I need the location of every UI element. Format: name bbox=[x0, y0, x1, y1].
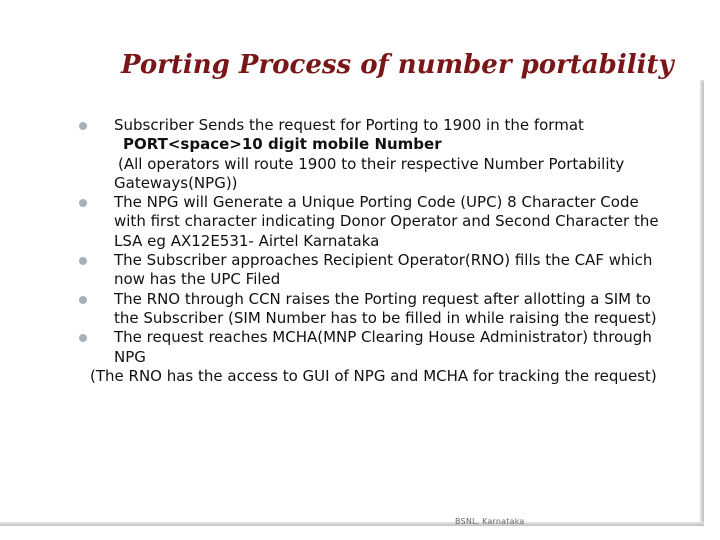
closing-note: (The RNO has the access to GUI of NPG and MCHA for tracking the request) bbox=[90, 366, 657, 385]
bullet-note: Gateways(NPG)) bbox=[114, 173, 238, 192]
bullet-item: The request reaches MCHA(MNP Clearing House Administrator) through bbox=[96, 328, 711, 347]
slide-frame-bottom-border bbox=[0, 522, 704, 526]
bullet-item: The NPG will Generate a Unique Porting Code (UPC) 8 Character Code bbox=[96, 193, 711, 212]
bullet-continuation: with first character indicating Donor Operator and Second Character the bbox=[114, 212, 659, 231]
bullet-note: (All operators will route 1900 to their respective Number Portability bbox=[118, 154, 625, 173]
slide-title: Porting Process of number portability bbox=[121, 50, 674, 80]
bullet-item: The Subscriber approaches Recipient Operator(RNO) fills the CAF which bbox=[96, 251, 711, 270]
slide-body bbox=[90, 116, 711, 386]
bullet-continuation: NPG bbox=[114, 347, 146, 366]
bullet-continuation: now has the UPC Filed bbox=[114, 270, 281, 289]
slide-footer: BSNL, Karnataka bbox=[455, 517, 525, 526]
bullet-continuation: LSA eg AX12E531- Airtel Karnataka bbox=[114, 231, 380, 250]
bullet-item: The RNO through CCN raises the Porting request after allotting a SIM to bbox=[96, 290, 711, 309]
bullet-continuation: the Subscriber (SIM Number has to be filled in while raising the request) bbox=[114, 308, 657, 327]
bullet-item: Subscriber Sends the request for Porting to 1900 in the format bbox=[96, 116, 711, 135]
porting-format-text: PORT<space>10 digit mobile Number bbox=[123, 135, 442, 154]
